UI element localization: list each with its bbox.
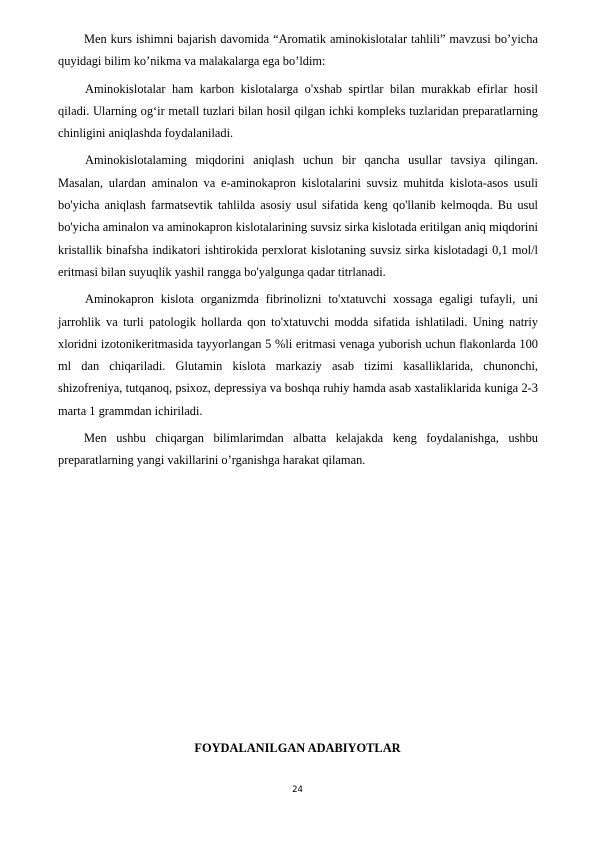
page-body	[58, 28, 538, 477]
paragraph-conclusion: Men ushbu chiqargan bilimlarimdan albatta kelajakda keng foydalanishga, ushbu preparatlarning yangi vakillarini o’rganishga harakat qilaman.	[58, 431, 538, 468]
page-number: 24	[292, 785, 303, 795]
references-heading: FOYDALANILGAN ADABIYOTLAR	[194, 741, 401, 755]
paragraph-aminocaproic-acid: Aminokapron kislota organizmda fibrinolizni to'xtatuvchi xossaga egaligi tufayli, uni jarrohlik va turli patologik hollarda qon to'xtatuvchi modda sifatida ishlatiladi. Uning natriy xloridni izotonikeritmasida tayyorlangan 5 %li eritmasi venaga yuborish uchun flakonlarda 100 ml dan chiqariladi. Glutamin kislota markaziy asab tizimi kasalliklarida, chunonchi, shizofreniya, tutqanoq, psixoz, depressiya va boshqa ruhiy hamda asab xastaliklarida kuniga 2-3 marta 1 grammdan ichiriladi.	[58, 292, 538, 418]
paragraph-intro: Men kurs ishimni bajarish davomida “Aromatik aminokislotalar tahlili” mavzusi bo’yicha quyidagi bilim ko’nikma va malakalarga ega bo’ldim:	[58, 32, 538, 69]
paragraph-quantification: Aminokislotalaming miqdorini aniqlash uchun bir qancha usullar tavsiya qilingan. Masalan, ulardan aminalon va e-aminokapron kislotalarini suvsiz muhitda kislota-asos usuli bo'yicha aniqlash farmatsevtik tahlilda asosiy usul sifatida keng qo'llanib kelmoqda. Bu usul bo'yicha aminalon va aminokapron kislotalarining suvsiz sirka kislotada eritilgan aniq miqdorini kristallik binafsha indikatori ishtirokida perxlorat kislotaning suvsiz sirka kislotadagi 0,1 mol/l eritmasi bilan suyuqlik yashil rangga bo'yalgunga qadar titrlanadi.	[58, 153, 538, 279]
paragraph-esters: Aminokislotalar ham karbon kislotalarga o'xshab spirtlar bilan murakkab efirlar hosil qiladi. Ularning og‘ir metall tuzlari bilan hosil qilgan ichki kompleks tuzlaridan preparatlarning chinligini aniqlashda foydalaniladi.	[58, 81, 538, 141]
